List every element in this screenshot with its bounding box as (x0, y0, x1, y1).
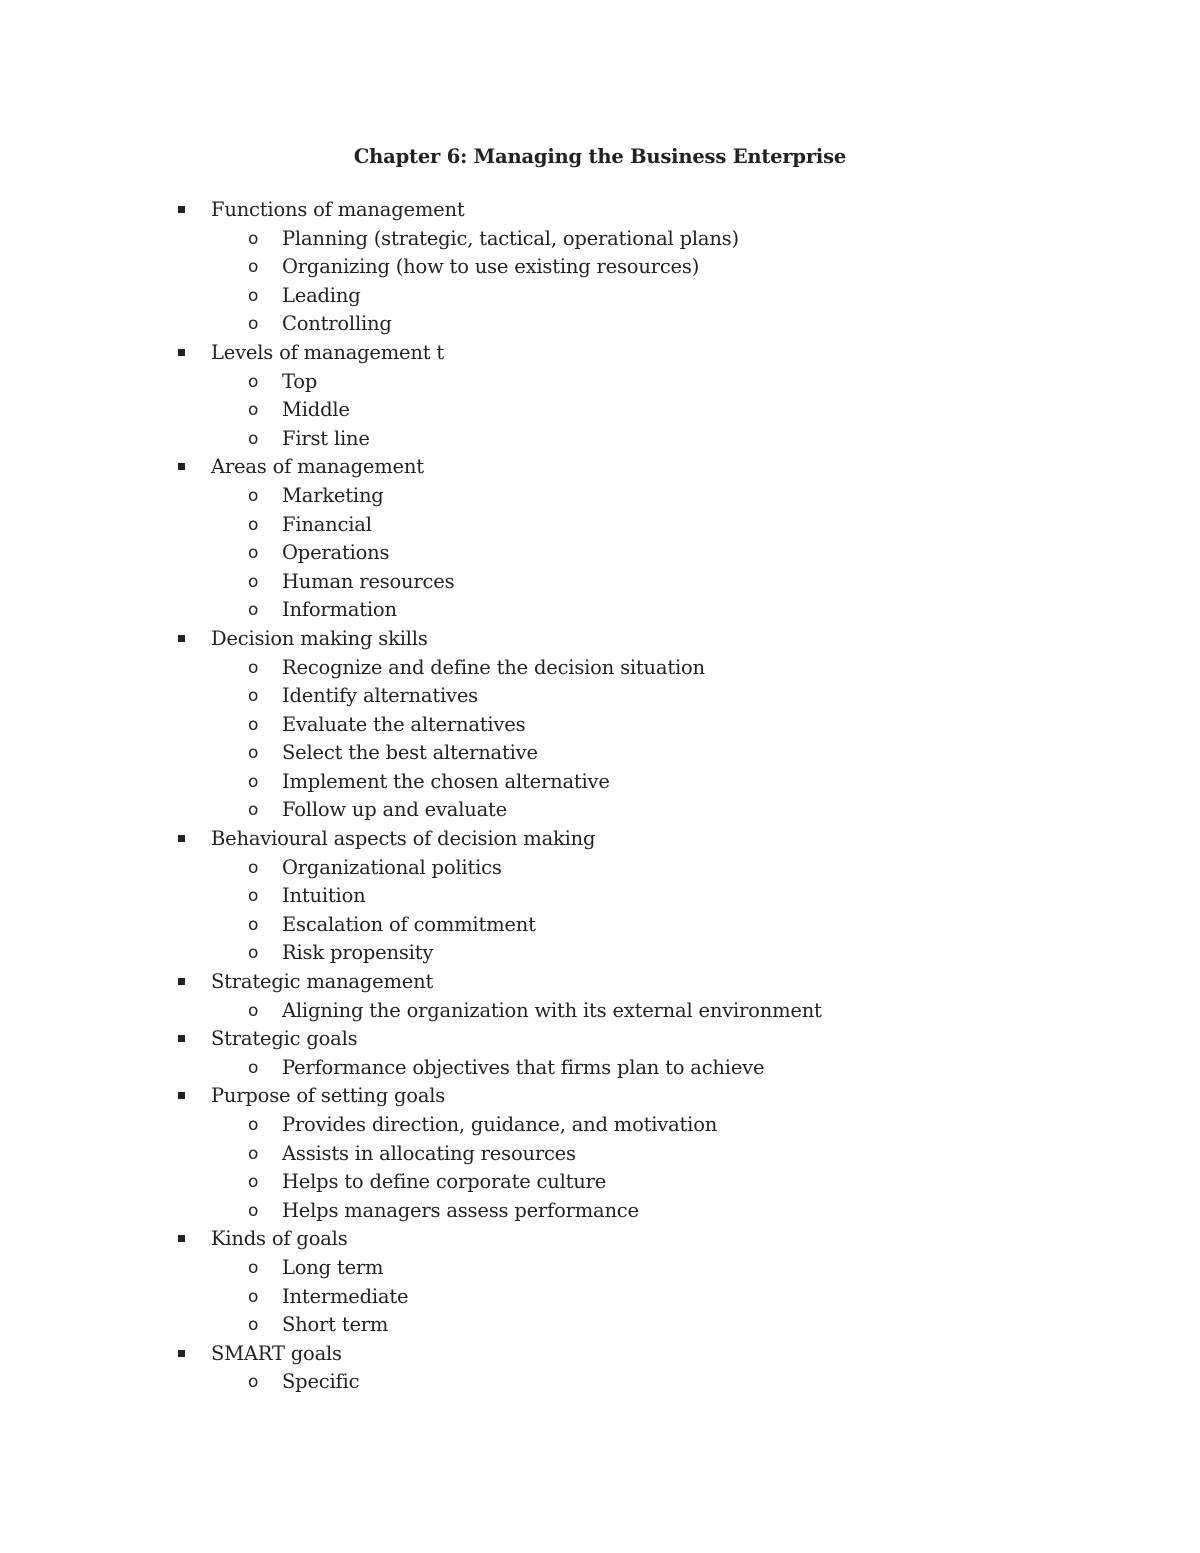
circle-bullet-icon: o (248, 1000, 259, 1021)
section-label: Purpose of setting goals (211, 1084, 446, 1108)
section-label: Decision making skills (211, 626, 428, 650)
sub-item-text: Follow up and evaluate (282, 798, 507, 822)
sub-item (176, 1168, 822, 1197)
sub-item (176, 310, 822, 339)
sub-item (176, 1140, 822, 1169)
circle-bullet-icon: o (248, 714, 259, 735)
sub-item (176, 654, 822, 683)
outline-section (176, 453, 822, 625)
sub-item-text: Aligning the organization with its external environment (282, 998, 822, 1022)
sub-item-text: First line (282, 426, 370, 450)
sub-item-text: Controlling (282, 312, 392, 336)
sub-item (176, 482, 822, 511)
sub-item-list (211, 482, 822, 625)
sub-item-list (211, 654, 822, 826)
outline-section (176, 196, 822, 339)
circle-bullet-icon: o (248, 428, 259, 449)
circle-bullet-icon: o (248, 400, 259, 421)
sub-item (176, 1283, 822, 1312)
square-bullet-icon (178, 1092, 185, 1099)
square-bullet-icon (178, 349, 185, 356)
section-label: Strategic goals (211, 1027, 358, 1051)
outline-section (176, 1082, 822, 1225)
square-bullet-icon (178, 1235, 185, 1242)
sub-item (176, 1111, 822, 1140)
sub-item (176, 225, 822, 254)
sub-item (176, 911, 822, 940)
sub-item-list (211, 997, 822, 1026)
square-bullet-icon (178, 835, 185, 842)
circle-bullet-icon: o (248, 886, 259, 907)
sub-item-text: Planning (strategic, tactical, operational plans) (282, 226, 739, 250)
sub-item-text: Organizational politics (282, 855, 502, 879)
sub-item (176, 711, 822, 740)
circle-bullet-icon: o (248, 657, 259, 678)
circle-bullet-icon: o (248, 1286, 259, 1307)
section-label: Functions of management (211, 198, 465, 221)
sub-item-list (211, 225, 822, 339)
sub-item (176, 1197, 822, 1226)
sub-item (176, 1368, 822, 1397)
sub-item-text: Performance objectives that firms plan to achieve (282, 1055, 765, 1079)
square-bullet-icon (178, 978, 185, 985)
circle-bullet-icon: o (248, 943, 259, 964)
outline-section (176, 339, 822, 453)
sub-item (176, 768, 822, 797)
sub-item (176, 939, 822, 968)
section-label: SMART goals (211, 1341, 342, 1365)
sub-item-text: Operations (282, 541, 390, 565)
sub-item (176, 596, 822, 625)
sub-item-text: Human resources (282, 569, 455, 593)
sub-item-text: Escalation of commitment (282, 912, 536, 936)
sub-item (176, 739, 822, 768)
sub-item (176, 796, 822, 825)
square-bullet-icon (178, 1350, 185, 1357)
sub-item (176, 997, 822, 1026)
sub-item (176, 396, 822, 425)
sub-item (176, 682, 822, 711)
section-label: Kinds of goals (211, 1227, 348, 1251)
sub-item-list (211, 1368, 822, 1397)
sub-item (176, 253, 822, 282)
sub-item (176, 854, 822, 883)
circle-bullet-icon: o (248, 1115, 259, 1135)
circle-bullet-icon: o (248, 857, 259, 878)
circle-bullet-icon: o (248, 514, 259, 535)
sub-item-text: Specific (282, 1370, 360, 1394)
sub-item-text: Marketing (282, 483, 384, 507)
sub-item-text: Helps managers assess performance (282, 1198, 639, 1222)
sub-item-text: Financial (282, 512, 372, 536)
sub-item-text: Assists in allocating resources (282, 1141, 576, 1165)
circle-bullet-icon: o (248, 743, 259, 764)
section-label: Strategic management (211, 970, 434, 994)
square-bullet-icon (178, 635, 185, 642)
sub-item-text: Middle (282, 398, 350, 422)
circle-bullet-icon: o (248, 257, 259, 278)
circle-bullet-icon: o (248, 771, 259, 792)
sub-item (176, 282, 822, 311)
circle-bullet-icon: o (248, 800, 259, 821)
section-label: Areas of management (211, 455, 424, 479)
circle-bullet-icon: o (248, 1172, 259, 1193)
sub-item-text: Intermediate (282, 1284, 409, 1308)
sub-item-text: Risk propensity (282, 941, 434, 965)
sub-item (176, 425, 822, 454)
sub-item-text: Select the best alternative (282, 741, 538, 765)
sub-item (176, 368, 822, 397)
outline-section (176, 825, 822, 968)
circle-bullet-icon: o (248, 1257, 259, 1278)
sub-item (176, 568, 822, 597)
outline-section (176, 968, 822, 1025)
circle-bullet-icon: o (248, 228, 259, 249)
outline-section (176, 1225, 822, 1339)
page-title: Chapter 6: Managing the Business Enterprise (353, 145, 847, 168)
circle-bullet-icon: o (248, 314, 259, 335)
square-bullet-icon (178, 463, 185, 470)
sub-item-list (211, 1054, 822, 1083)
sub-item (176, 882, 822, 911)
circle-bullet-icon: o (248, 571, 259, 592)
sub-item-text: Short term (282, 1313, 389, 1337)
sub-item-text: Intuition (282, 884, 366, 908)
circle-bullet-icon: o (248, 543, 259, 564)
sub-item-text: Identify alternatives (282, 684, 478, 708)
sub-item-text: Recognize and define the decision situation (282, 655, 705, 679)
sub-item-text: Information (282, 598, 397, 622)
section-label: Levels of management t (211, 340, 445, 364)
circle-bullet-icon: o (248, 600, 259, 621)
sub-item-list (211, 1111, 822, 1225)
sub-item-list (211, 1254, 822, 1340)
section-label: Behavioural aspects of decision making (211, 827, 596, 851)
circle-bullet-icon: o (248, 1143, 259, 1164)
sub-item-text: Implement the chosen alternative (282, 769, 610, 793)
square-bullet-icon (178, 1035, 185, 1042)
outline-list (176, 196, 822, 1397)
sub-item-list (211, 854, 822, 968)
sub-item (176, 539, 822, 568)
sub-item-text: Provides direction, guidance, and motivation (282, 1113, 718, 1136)
circle-bullet-icon: o (248, 914, 259, 935)
sub-item-text: Evaluate the alternatives (282, 712, 526, 736)
circle-bullet-icon: o (248, 1372, 259, 1393)
outline-section (176, 1340, 822, 1397)
sub-item-text: Organizing (how to use existing resources) (282, 255, 700, 279)
square-bullet-icon (178, 206, 185, 213)
sub-item-text: Helps to define corporate culture (282, 1170, 607, 1194)
sub-item (176, 1311, 822, 1340)
circle-bullet-icon: o (248, 371, 259, 392)
circle-bullet-icon: o (248, 285, 259, 306)
sub-item-text: Long term (282, 1255, 384, 1279)
circle-bullet-icon: o (248, 1200, 259, 1221)
sub-item (176, 1254, 822, 1283)
circle-bullet-icon: o (248, 1315, 259, 1336)
sub-item-text: Top (282, 369, 318, 393)
sub-item (176, 511, 822, 540)
circle-bullet-icon: o (248, 1057, 259, 1078)
circle-bullet-icon: o (248, 686, 259, 707)
sub-item-text: Leading (282, 283, 361, 307)
outline-section (176, 1025, 822, 1082)
outline-section (176, 625, 822, 825)
sub-item-list (211, 368, 822, 454)
sub-item (176, 1054, 822, 1083)
circle-bullet-icon: o (248, 485, 259, 506)
